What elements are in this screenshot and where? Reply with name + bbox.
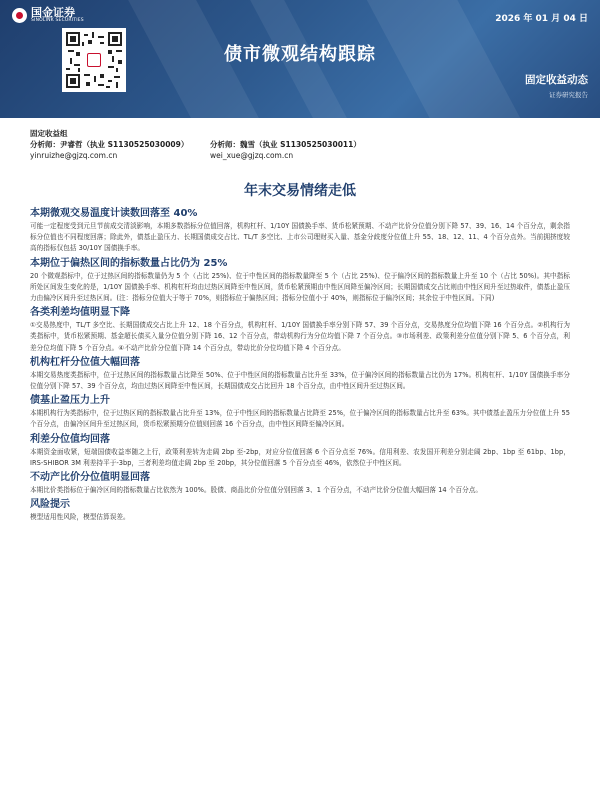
section — [30, 206, 570, 255]
sinolink-logo-icon — [12, 8, 27, 23]
analyst-name: 分析师：魏雪（执业 S1130525030011） — [210, 140, 361, 149]
header-banner — [0, 0, 600, 118]
section — [30, 355, 570, 392]
section — [30, 256, 570, 305]
report-subcategory: 证券研究报告 — [549, 91, 588, 99]
section-body: ①交易热度中，TL/T 多空比、长期国债成交占比上升 12、18 个百分点，机构杠杆、1/10Y 国债换手率分别下降 57、39 个百分点，交易热度分位均值下降 16 个百分点。②机构行为类指标中，货币松紧预期、基金超长债买入量分位值分别下降 16、12 个百分点，带动机构行为分位均值下降 7 个百分点。③市场利差、政策利差分位值分别下降 5、6 个百分点，利差分位均值下降 5 个百分点。④不动产比价分位值下降 14 个百分点，带动比价分位均值下降 4 个百分点。 — [30, 321, 570, 352]
section-heading: 不动产比价分位值明显回落 — [30, 472, 150, 484]
section — [30, 432, 570, 469]
section — [30, 470, 570, 496]
analyst-email[interactable]: wei_xue@gjzq.com.cn — [210, 151, 294, 160]
analyst-name: 分析师：尹睿哲（执业 S1130525030009） — [30, 140, 189, 149]
logo-english-name: SINOLINK SECURITIES — [31, 18, 84, 23]
report-category: 固定收益动态 — [525, 74, 588, 86]
section-heading: 债基止盈压力上升 — [30, 395, 110, 407]
section-body: 20 个微观指标中，位于过热区间的指标数量仍为 5 个（占比 25%)、位于中性区间的指标数量降至 5 个（占比 25%)、位于偏冷区间的指标数量上升至 10 个（占比 50%)。其中指标所处区间发生变化的是，1/10Y 国债换手率、机构杠杆均由过热区间降至中性区间，货币松紧预期由中性区间降至偏冷区间；长期国债成交占比则由中性区间升至过热取件，债基止盈压力由偏冷区间升至过热区间。(注：指标分位值大于等于 70%，则指标位于偏热区间；指标分位值小于 40%，则指标位于偏冷区间；其余位于中性区间。下同) — [30, 271, 570, 303]
section-heading: 利差分位值均回落 — [30, 433, 110, 445]
section-heading: 本期位于偏热区间的指标数量占比仍为 25% — [30, 257, 228, 269]
section-body: 本期机构行为类指标中，位于过热区间的指标数量占比升至 13%，位于中性区间的指标数量占比降至 25%，位于偏冷区间的指标数量占比升至 63%。其中债基止盈压力分位值上升 55 个百分点，由偏冷区间升至过热区间，货币松紧预期分位值则回落 16 个百分点，由中性区间降至偏冷区间。 — [30, 409, 570, 429]
section — [30, 497, 570, 523]
section-heading: 各类利差均值明显下降 — [30, 307, 130, 319]
analyst-email[interactable]: yinruizhe@gjzq.com.cn — [30, 151, 118, 160]
section-body: 本期比价类指标位于偏冷区间的指标数量占比依然为 100%。股债、商品比价分位值分别回落 3、1 个百分点，不动产比价分位值大幅回落 14 个百分点。 — [30, 486, 483, 495]
section-body: 模型适用性风险，模型估算误差。 — [30, 513, 130, 522]
company-logo — [12, 7, 84, 24]
section-body: 可能一定程度受到元旦节前成交清淡影响，本期多数指标分位值回落，机构杠杆、1/10Y 国债换手率、货币松紧预期、不动产比价分位值分别下降 57、39、16、14 个百分点，剩余指标分位值也不同程度回落；除此外，债基止盈压力、长期国债成交占比、TL/T 多空比、上市公司理财买入量、基金分歧度分位值上升 55、18、12、11、4 个百分点外。当前拥挤度较高的指标仅包括 30/10Y 国债换手率。 — [30, 222, 570, 253]
analyst-info — [30, 139, 210, 161]
section-body: 本期资金面收紧，短端国债收益率随之上行，政策利差转为走阔 2bp 至-2bp，对应分位值回落 6 个百分点至 76%。信用利差、农发国开利差分别走阔 2bp、1bp 至 61bp、1bp，IRS-SHIBOR 3M 利差持平于-3bp，三者利差均值走阔 2bp 至 20bp，其分位值回落 5 个百分点至 46%，依然位于中性区间。 — [30, 447, 570, 467]
analyst-info — [210, 139, 430, 161]
report-series-title: 债市微观结构跟踪 — [224, 44, 376, 65]
report-body — [30, 206, 570, 524]
logo-chinese-name: 国金证券 — [31, 6, 75, 19]
report-date: 2026 年 01 月 04 日 — [495, 14, 588, 24]
section — [30, 305, 570, 354]
section-heading: 机构杠杆分位值大幅回落 — [30, 356, 140, 368]
analyst-group: 固定收益组 — [30, 129, 68, 138]
section-heading: 本期微观交易温度计读数回落至 40% — [30, 208, 198, 219]
section-heading: 风险提示 — [30, 499, 70, 511]
report-title: 年末交易情绪走低 — [244, 183, 356, 199]
section-body: 本期交易热度类指标中，位于过热区间的指标数量占比降至 50%、位于中性区间的指标数量占比升至 33%，位于偏冷区间的指标数量占比仍为 17%。机构杠杆、1/10Y 国债换手率分位值分别下降 57、39 个百分点，均由过热区间降至中性区间，长期国债成交占比回升 18 个百分点，由中性区间升至过热区间。 — [30, 370, 570, 391]
section — [30, 393, 570, 430]
analyst-block — [30, 128, 570, 161]
